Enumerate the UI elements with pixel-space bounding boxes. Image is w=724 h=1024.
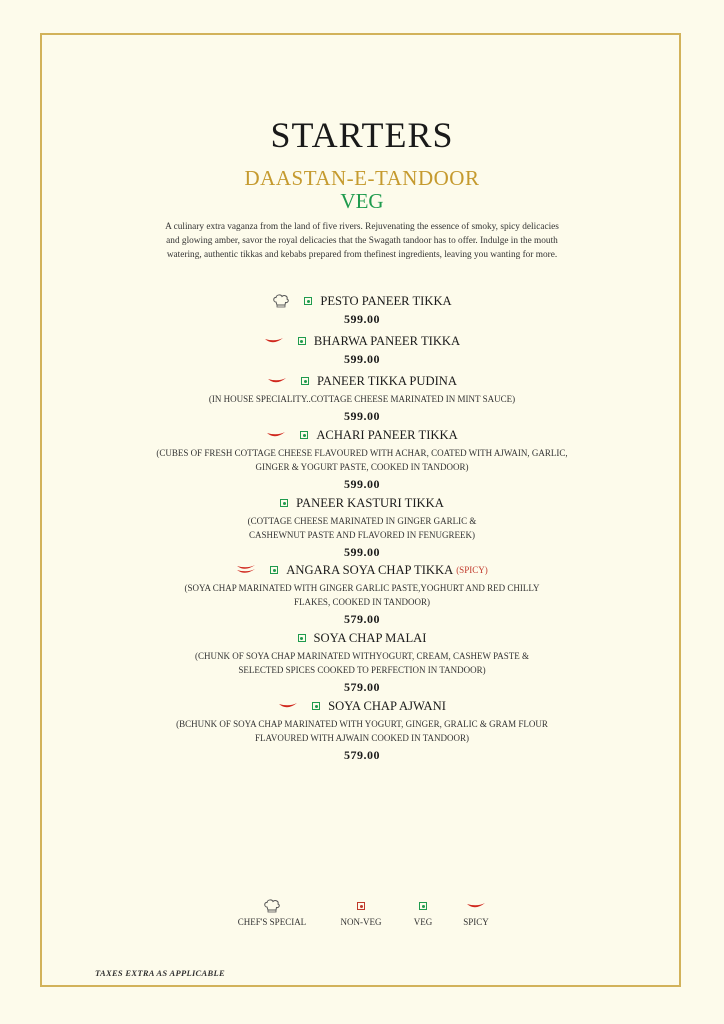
chili-icon	[266, 431, 286, 439]
spicy-tag: (SPICY)	[456, 565, 488, 575]
menu-item	[150, 427, 574, 492]
item-price: 599.00	[344, 312, 380, 326]
taxes-note: TAXES EXTRA AS APPLICABLE	[95, 968, 225, 978]
legend-label: VEG	[413, 917, 433, 927]
veg-icon	[419, 902, 427, 910]
double-chili-icon	[236, 564, 256, 576]
intro-text: A culinary extra vaganza from the land of five rivers. Rejuvenating the essence of smoky, spicy delicacies and glowing amber, savor the royal delicacies that the Swagath tandoor has to offer. Indulge in the mouth watering, authentic tikkas and kebabs prepared from thefinest ingredients, leaving you wanting for more.	[165, 222, 559, 260]
item-price: 579.00	[344, 612, 380, 626]
veg-icon	[298, 634, 306, 642]
menu-item	[150, 333, 574, 367]
non-veg-icon	[357, 902, 365, 910]
veg-icon	[301, 377, 309, 385]
item-name: PANEER KASTURI TIKKA	[296, 495, 444, 510]
menu-item	[150, 293, 574, 327]
chili-icon	[278, 702, 298, 710]
item-name: SOYA CHAP AJWANI	[328, 698, 446, 713]
section-subtitle: DAASTAN-E-TANDOOR	[244, 166, 480, 190]
item-price: 579.00	[344, 680, 380, 694]
item-description: (COTTAGE CHEESE MARINATED IN GINGER GARLIC & CASHEWNUT PASTE AND FLAVORED IN FENUGREEK)	[247, 516, 477, 540]
item-name: PANEER TIKKA PUDINA	[317, 373, 457, 388]
item-description: (BCHUNK OF SOYA CHAP MARINATED WITH YOGURT, GINGER, GRALIC & GRAM FLOUR FLAVOURED WITH AJWAIN COOKED IN TANDOOR)	[176, 719, 548, 743]
item-name: SOYA CHAP MALAI	[313, 630, 427, 645]
veg-icon	[304, 297, 312, 305]
chili-icon	[466, 902, 486, 910]
item-description: (IN HOUSE SPECIALITY..COTTAGE CHEESE MARINATED IN MINT SAUCE)	[208, 394, 516, 404]
legend-veg	[403, 898, 443, 927]
veg-icon	[298, 337, 306, 345]
category-title: VEG	[340, 189, 384, 213]
menu-item	[150, 630, 574, 695]
item-price: 599.00	[344, 352, 380, 366]
chef-hat-icon	[272, 294, 290, 308]
item-name: ACHARI PANEER TIKKA	[316, 427, 458, 442]
chef-hat-icon	[263, 899, 281, 913]
legend-label: CHEF'S SPECIAL	[237, 917, 307, 927]
chili-icon	[267, 377, 287, 385]
item-name: PESTO PANEER TIKKA	[320, 293, 452, 308]
chili-icon	[264, 337, 284, 345]
item-price: 599.00	[344, 545, 380, 559]
item-name: ANGARA SOYA CHAP TIKKA	[286, 562, 454, 577]
legend-non-veg	[332, 898, 390, 927]
veg-icon	[312, 702, 320, 710]
veg-icon	[280, 499, 288, 507]
legend-chef-special	[232, 898, 312, 927]
item-name: BHARWA PANEER TIKKA	[313, 333, 461, 348]
veg-icon	[300, 431, 308, 439]
item-description: (CHUNK OF SOYA CHAP MARINATED WITHYOGURT, CREAM, CASHEW PASTE & SELECTED SPICES COOKED TO PERFECTION IN TANDOOR)	[194, 651, 530, 675]
item-price: 579.00	[344, 748, 380, 762]
menu-item	[150, 495, 574, 560]
legend-label: SPICY	[463, 917, 489, 927]
page-title: STARTERS	[270, 115, 454, 155]
item-price: 599.00	[344, 477, 380, 491]
menu-item	[150, 562, 574, 627]
legend-label: NON-VEG	[340, 917, 382, 927]
item-description: (SOYA CHAP MARINATED WITH GINGER GARLIC PASTE,YOGHURT AND RED CHILLY FLAKES, COOKED IN TANDOOR)	[184, 583, 540, 607]
menu-item	[150, 698, 574, 763]
item-description: (CUBES OF FRESH COTTAGE CHEESE FLAVOURED WITH ACHAR, COATED WITH AJWAIN, GARLIC, GINGER & YOGURT PASTE, COOKED IN TANDOOR)	[156, 448, 568, 472]
veg-icon	[270, 566, 278, 574]
menu-item	[150, 373, 574, 424]
legend-spicy	[452, 898, 500, 927]
item-price: 599.00	[344, 409, 380, 423]
